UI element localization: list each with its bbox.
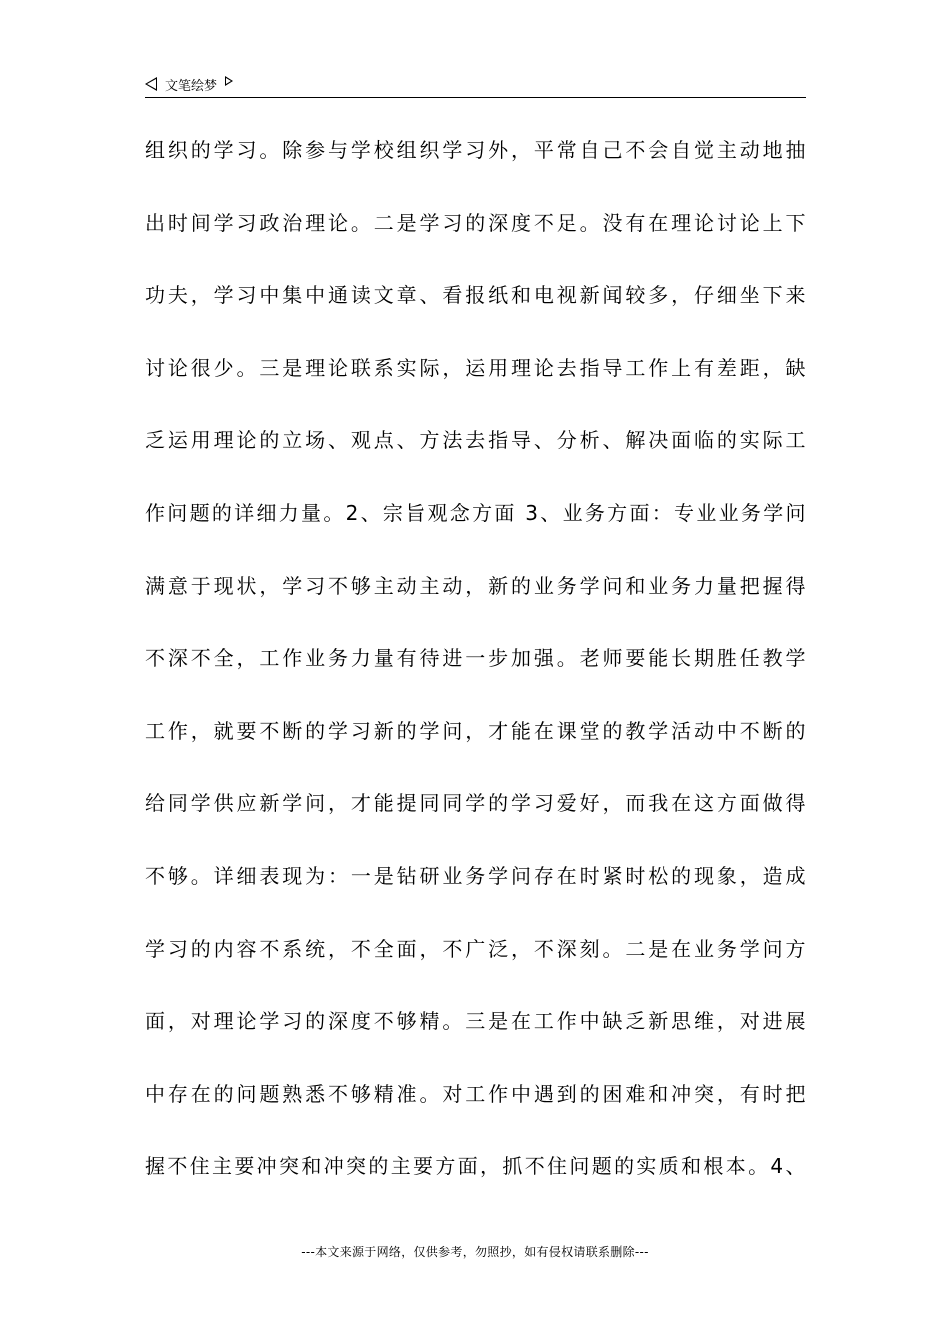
body-line: 握不住主要冲突和冲突的主要方面，抓不住问题的实质和根本。4、	[145, 1154, 806, 1179]
footer-notice: ---本文来源于网络，仅供参考，勿照抄，如有侵权请联系删除---	[301, 1245, 649, 1259]
document-body	[145, 128, 806, 1217]
body-line: 给同学供应新学问，才能提同同学的学习爱好，而我在这方面做得	[145, 791, 806, 816]
header-divider	[145, 97, 806, 98]
body-line: 学习的内容不系统，不全面，不广泛，不深刻。二是在业务学问方	[145, 936, 806, 961]
body-line: 不够。详细表现为：一是钻研业务学问存在时紧时松的现象，造成	[145, 863, 806, 888]
body-line: 组织的学习。除参与学校组织学习外，平常自己不会自觉主动地抽	[145, 138, 806, 162]
body-line: 作问题的详细力量。2、宗旨观念方面 3、业务方面：专业业务学问	[145, 500, 806, 525]
body-line: 满意于现状，学习不够主动主动，新的业务学问和业务力量把握得	[145, 573, 806, 598]
triangle-right-icon	[225, 76, 233, 86]
body-line: 工作，就要不断的学习新的学问，才能在课堂的教学活动中不断的	[145, 718, 806, 743]
body-line: 讨论很少。三是理论联系实际，运用理论去指导工作上有差距，缺	[145, 355, 806, 380]
body-line: 出时间学习政治理论。二是学习的深度不足。没有在理论讨论上下	[145, 210, 806, 235]
triangle-left-icon	[145, 77, 157, 91]
body-line: 乏运用理论的立场、观点、方法去指导、分析、解决面临的实际工	[145, 428, 806, 453]
body-line: 功夫，学习中集中通读文章、看报纸和电视新闻较多，仔细坐下来	[145, 283, 806, 308]
header-brand: 文笔绘梦	[165, 78, 218, 94]
body-line: 中存在的问题熟悉不够精准。对工作中遇到的困难和冲突，有时把	[145, 1081, 806, 1106]
body-line: 不深不全，工作业务力量有待进一步加强。老师要能长期胜任教学	[145, 646, 806, 671]
page-header	[145, 72, 233, 96]
body-line: 面，对理论学习的深度不够精。三是在工作中缺乏新思维，对进展	[145, 1009, 806, 1034]
